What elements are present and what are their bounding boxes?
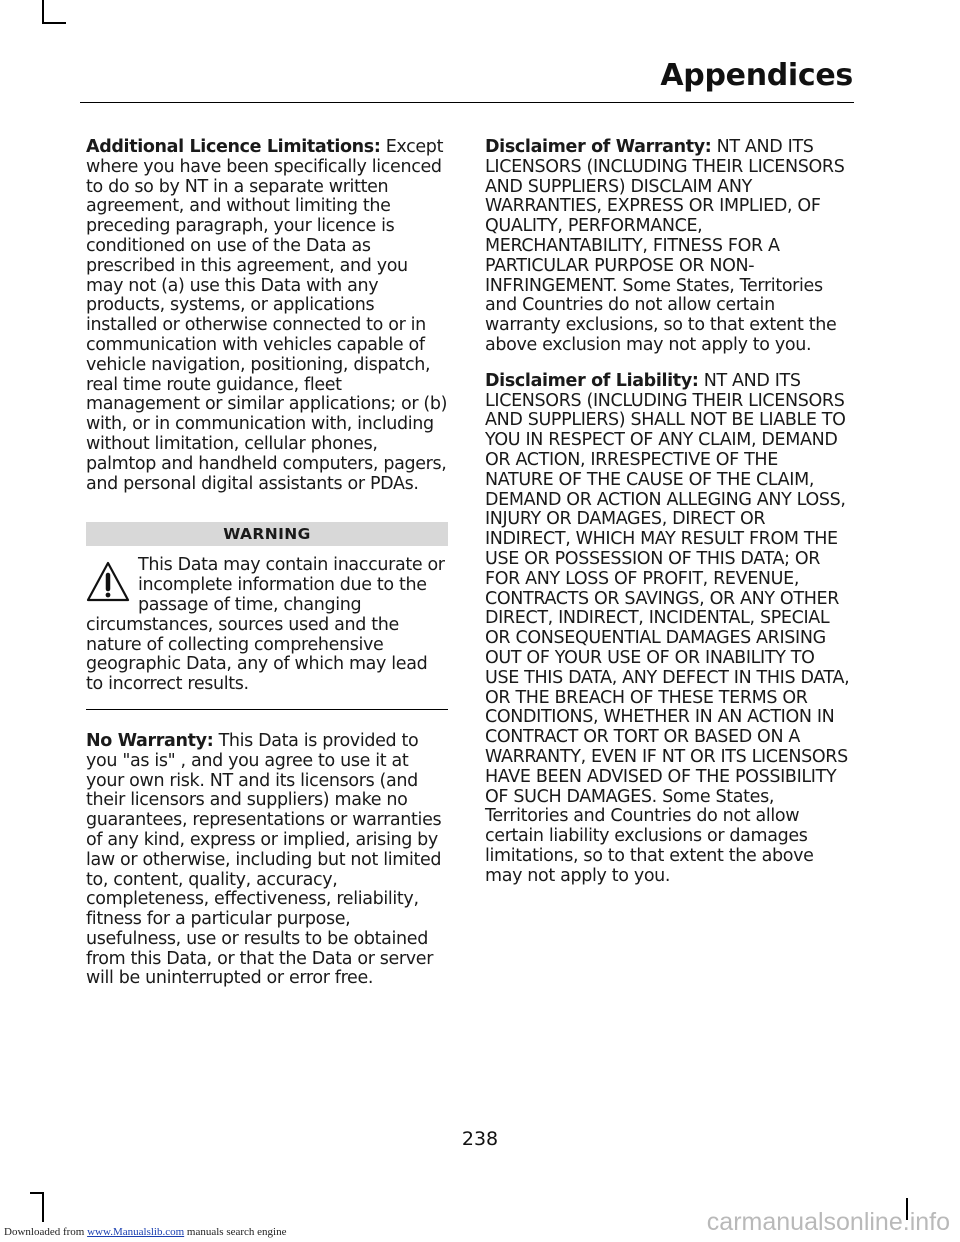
warning-heading: WARNING (86, 522, 448, 546)
watermark: carmanualsonline.info (706, 1208, 950, 1236)
disclaimer-warranty-paragraph (485, 138, 851, 356)
disclaimer-warranty-text: NT AND ITS LICENSORS (INCLUDING THEIR LICENSORS AND SUPPLIERS) DISCLAIM ANY WARRANTIES, EXPRESS OR IMPLIED, OF QUALITY, PERFORMANCE, MERCHANTABILITY, FITNESS FOR A PARTICULAR PURPOSE OR NON-INFRINGEMENT. Some States, Territories and Countries do not allow certain warranty exclusions, so to that extent the above exclusion may not apply to you. (485, 137, 845, 355)
page-title: Appendices (660, 58, 853, 93)
right-column (485, 138, 851, 902)
footer-suffix: manuals search engine (184, 1226, 287, 1238)
manualslib-link[interactable]: www.Manualslib.com (87, 1226, 185, 1238)
disclaimer-liability-paragraph (485, 372, 851, 887)
crop-mark-bottom-left-vertical (42, 1192, 44, 1222)
no-warranty-text: This Data is provided to you "as is" , and you agree to use it at your own risk. NT and its licensors (and their licensors and suppliers) make no guarantees, representations or warranties of any kind, express or implied, arising by law or otherwise, including but not limited to, content, quality, accuracy, completeness, effectiveness, reliability, fitness for a particular purpose, usefulness, use or results to be obtained from this Data, or that the Data or server will be uninterrupted or error free. (86, 730, 442, 989)
download-footer (4, 1226, 286, 1238)
warning-text: This Data may contain inaccurate or incomplete information due to the passage of time, changing circumstances, sources used and the nature of collecting comprehensive geographic Data, any of which may lead to incorrect results. (86, 555, 445, 695)
additional-licence-heading: Additional Licence Limitations: (86, 137, 381, 157)
warning-divider (86, 709, 448, 710)
crop-mark-top-left-horizontal (42, 22, 66, 24)
page-number: 238 (461, 1128, 499, 1150)
disclaimer-warranty-heading: Disclaimer of Warranty: (485, 137, 712, 157)
header-divider (80, 102, 854, 103)
disclaimer-liability-heading: Disclaimer of Liability: (485, 370, 699, 391)
additional-licence-text: Except where you have been specifically licenced to do so by NT in a separate written agreement, and without limiting the preceding paragraph, your licence is conditioned on use of the Data as prescribed in this agreement, and you may not (a) use this Data with any products, systems, or applications installed or otherwise connected to or in communication with vehicles capable of vehicle navigation, positioning, dispatch, real time route guidance, fleet management or similar applications; or (b) with, or in communication with, including without limitation, cellular phones, palmtop and handheld computers, pagers, and personal digital assistants or PDAs. (86, 137, 448, 494)
no-warranty-heading: No Warranty: (86, 730, 214, 751)
warning-box (86, 556, 448, 695)
crop-mark-bottom-left-horizontal (30, 1192, 44, 1194)
additional-licence-paragraph (86, 138, 448, 494)
left-column (86, 138, 448, 1005)
crop-mark-top-left-vertical (42, 0, 44, 24)
no-warranty-paragraph (86, 732, 448, 989)
footer-prefix: Downloaded from (4, 1226, 88, 1238)
disclaimer-liability-text: NT AND ITS LICENSORS (INCLUDING THEIR LICENSORS AND SUPPLIERS) SHALL NOT BE LIABLE TO YOU IN RESPECT OF ANY CLAIM, DEMAND OR ACTION, IRRESPECTIVE OF THE NATURE OF THE CAUSE OF THE CLAIM, DEMAND OR ACTION ALLEGING ANY LOSS, INJURY OR DAMAGES, DIRECT OR INDIRECT, WHICH MAY RESULT FROM THE USE OR POSSESSION OF THIS DATA; OR FOR ANY LOSS OF PROFIT, REVENUE, CONTRACTS OR SAVINGS, OR ANY OTHER DIRECT, INDIRECT, INCIDENTAL, SPECIAL OR CONSEQUENTIAL DAMAGES ARISING OUT OF YOUR USE OF OR INABILITY TO USE THIS DATA, ANY DEFECT IN THIS DATA, OR THE BREACH OF THESE TERMS OR CONDITIONS, WHETHER IN AN ACTION IN CONTRACT OR TORT OR BASED ON A WARRANTY, EVEN IF NT OR ITS LICENSORS HAVE BEEN ADVISED OF THE POSSIBILITY OF SUCH DAMAGES. Some States, Territories and Countries do not allow certain liability exclusions or damages limitations, so to that extent the above may not apply to you. (485, 370, 850, 886)
warning-triangle-icon (86, 560, 130, 604)
